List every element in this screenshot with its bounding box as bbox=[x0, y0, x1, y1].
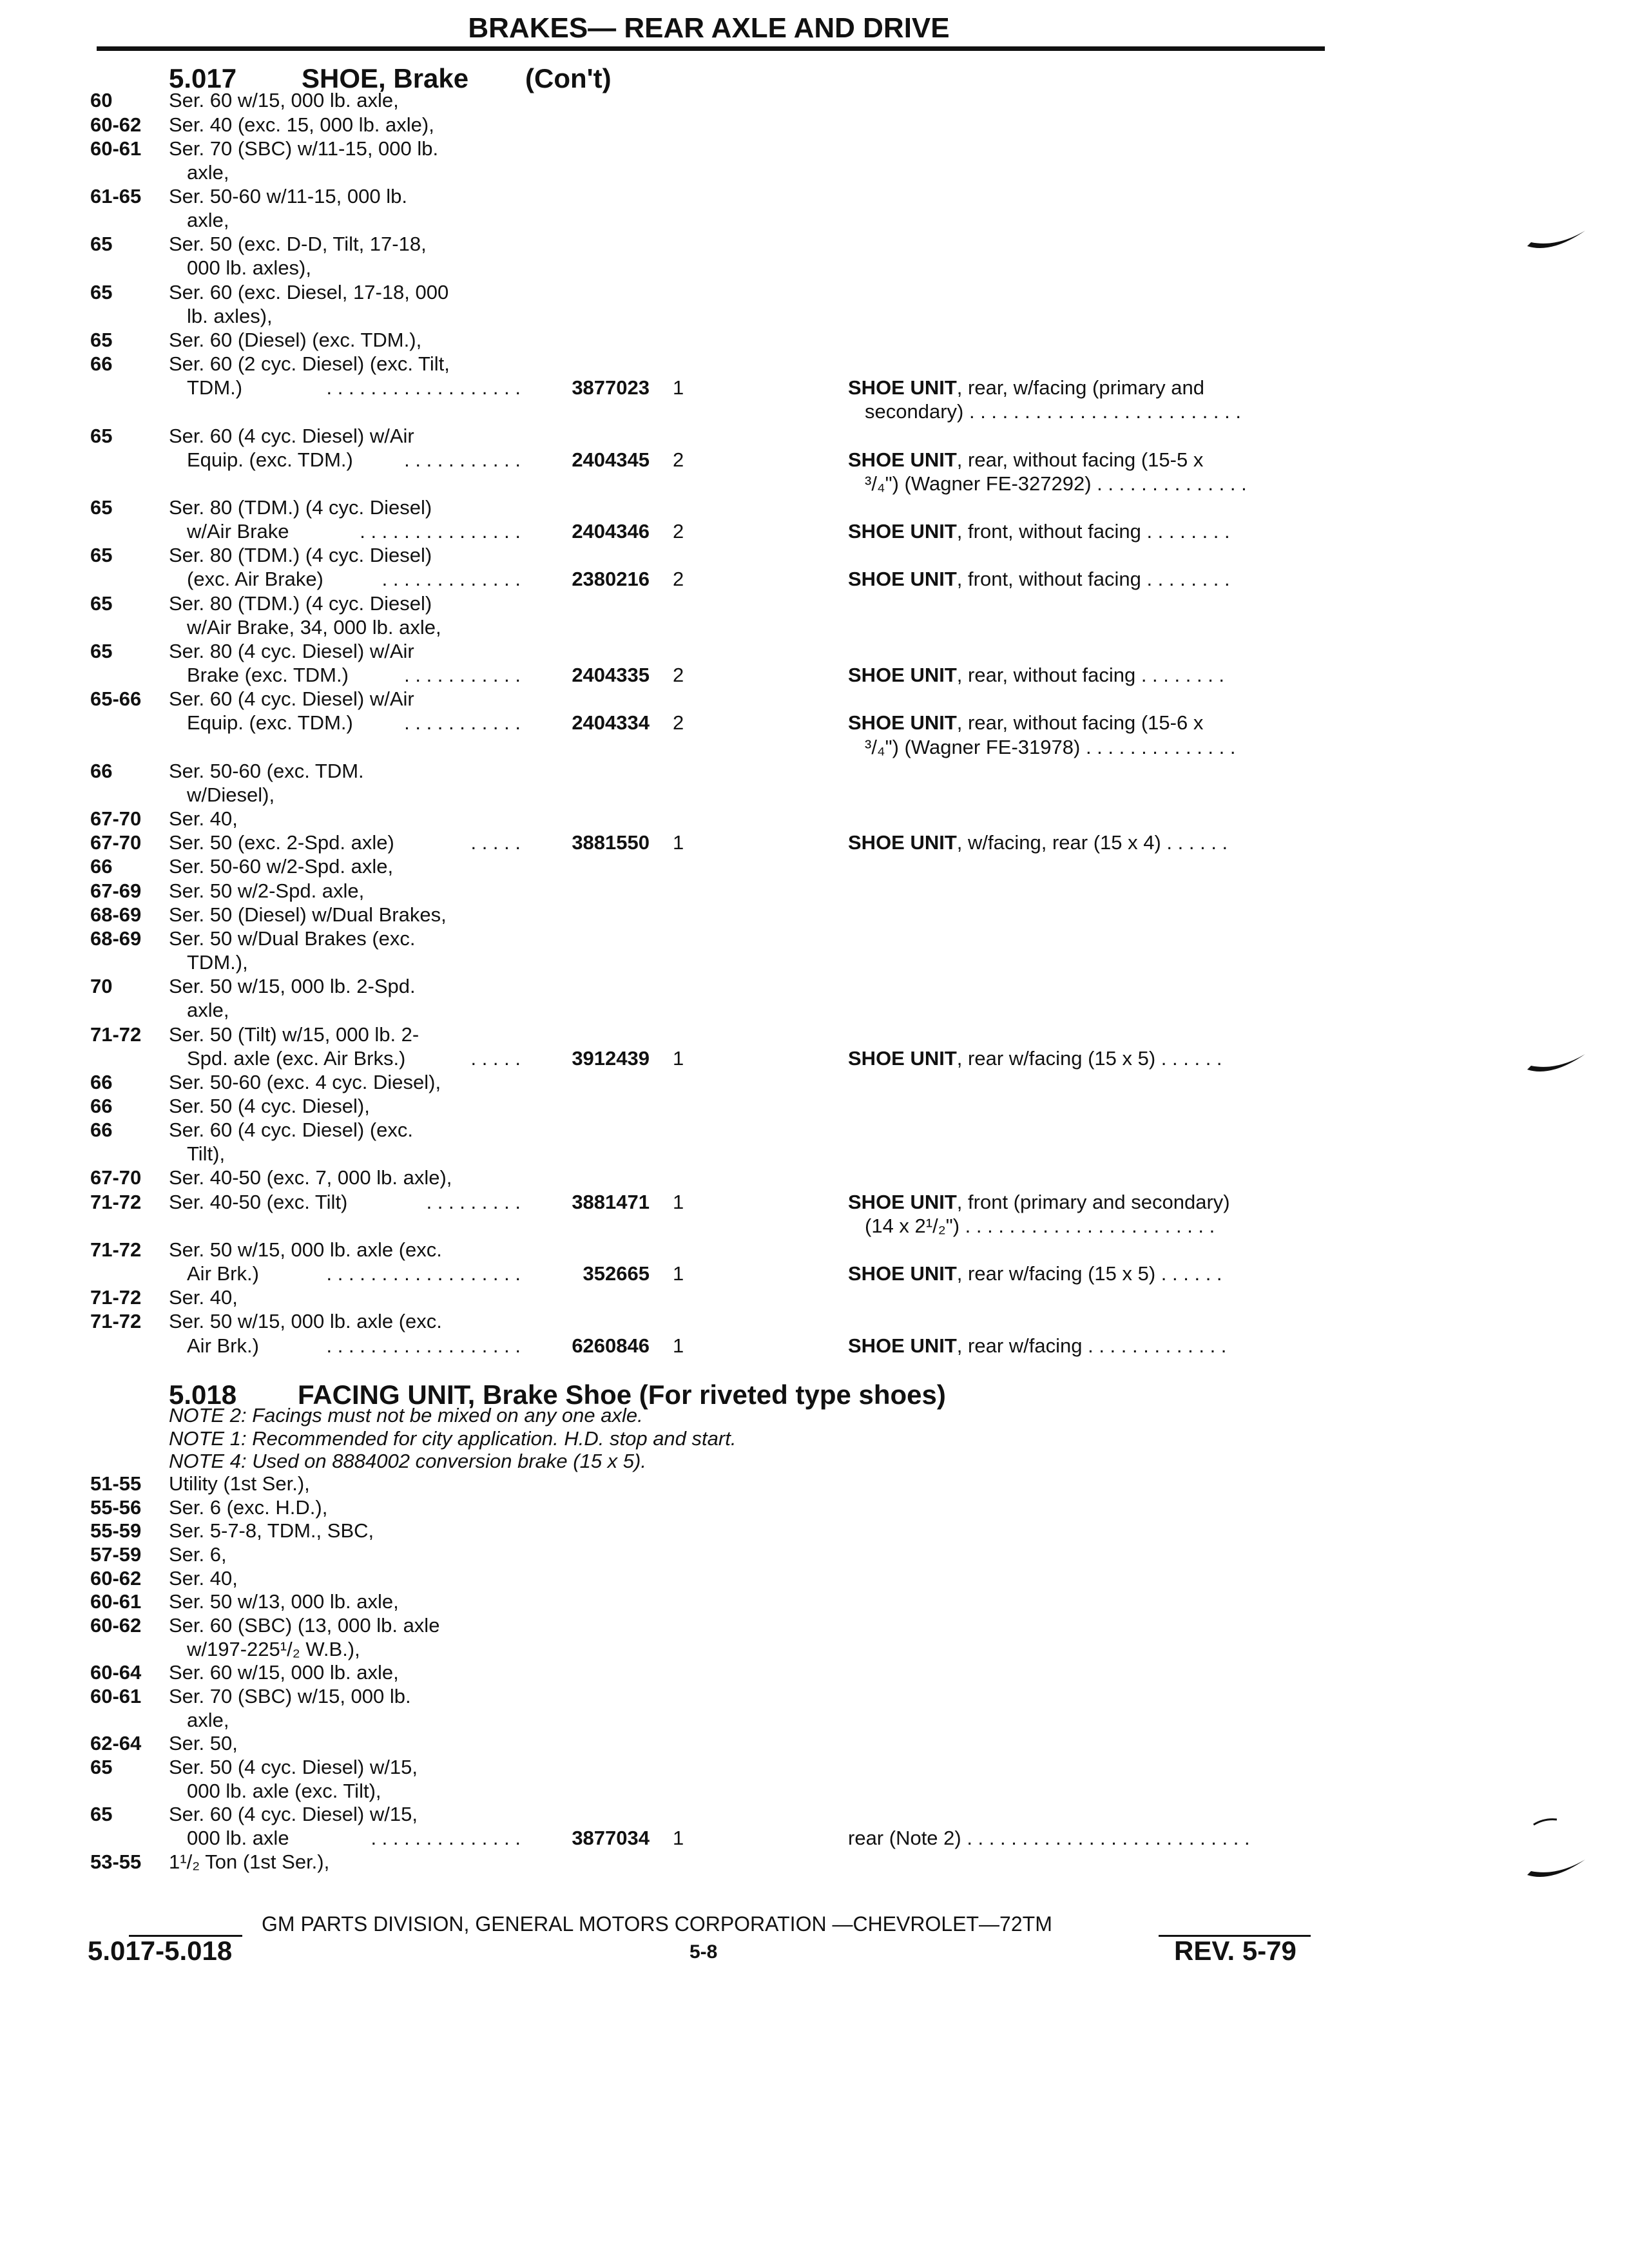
leader-dots: . . . . . . . . . . . . . . . . . . bbox=[326, 376, 521, 399]
application-text: w/Air Brake, 34, 000 lb. axle, bbox=[187, 616, 441, 639]
section-title: SHOE, Brake bbox=[302, 63, 469, 93]
application-text: Ser. 50 (4 cyc. Diesel) w/15, bbox=[169, 1756, 418, 1778]
year-range: 60-61 bbox=[90, 137, 142, 160]
note-text: NOTE 1: Recommended for city application. H.D. stop and start. bbox=[169, 1427, 737, 1450]
application-text: Ser. 50 w/15, 000 lb. axle (exc. bbox=[169, 1238, 442, 1261]
application-text: Ser. 70 (SBC) w/15, 000 lb. bbox=[169, 1685, 411, 1707]
scan-mark bbox=[1526, 1050, 1590, 1082]
leader-dots: . . . . . . . . . . . . . bbox=[381, 568, 521, 590]
year-range: 66 bbox=[90, 1119, 113, 1141]
quantity: 2 bbox=[673, 520, 684, 543]
application-text: Tilt), bbox=[187, 1142, 226, 1165]
application-text: Ser. 60 (4 cyc. Diesel) w/Air bbox=[169, 687, 414, 710]
part-description bbox=[848, 520, 1230, 543]
leader-dots: . . . . . . . . . . . bbox=[404, 448, 521, 471]
application-text: Ser. 50 w/13, 000 lb. axle, bbox=[169, 1590, 399, 1613]
part-description bbox=[848, 568, 1230, 591]
application-text: axle, bbox=[187, 209, 229, 231]
part-number: 2404335 bbox=[572, 664, 650, 686]
leader-dots: . . . . . . . . . . . bbox=[404, 664, 521, 686]
part-description bbox=[848, 1047, 1222, 1070]
year-range: 67-70 bbox=[90, 1166, 142, 1189]
part-type: SHOE UNIT bbox=[848, 831, 957, 854]
leader-dots: . . . . . . . . . . . . . . . bbox=[360, 520, 521, 543]
quantity: 1 bbox=[673, 376, 684, 399]
part-description-cont: (14 x 2¹/₂") . . . . . . . . . . . . . . . . . . . . . . . bbox=[865, 1215, 1215, 1237]
application-text: 000 lb. axles), bbox=[187, 256, 311, 279]
part-number: 2380216 bbox=[572, 568, 650, 590]
part-detail: , rear w/facing . . . . . . . . . . . . . bbox=[956, 1334, 1227, 1357]
application-text: Ser. 60 (exc. Diesel, 17-18, 000 bbox=[169, 281, 449, 303]
year-range: 60 bbox=[90, 89, 113, 111]
application-text: Ser. 50-60 w/2-Spd. axle, bbox=[169, 855, 394, 878]
application-text: lb. axles), bbox=[187, 305, 273, 327]
quantity: 1 bbox=[673, 1191, 684, 1213]
header-rule bbox=[97, 46, 1325, 51]
application-text: Ser. 40, bbox=[169, 1567, 238, 1590]
scan-mark bbox=[1526, 226, 1590, 258]
year-range: 71-72 bbox=[90, 1310, 142, 1332]
leader-dots: . . . . . . . . . . . . . . . . . . bbox=[326, 1262, 521, 1285]
part-description bbox=[848, 1334, 1226, 1358]
year-range: 66 bbox=[90, 1071, 113, 1093]
year-range: 57-59 bbox=[90, 1543, 142, 1566]
application-text: Air Brk.) bbox=[187, 1334, 259, 1357]
year-range: 62-64 bbox=[90, 1732, 142, 1754]
application-text: Ser. 60 (4 cyc. Diesel) w/Air bbox=[169, 425, 414, 447]
part-type: SHOE UNIT bbox=[848, 711, 957, 734]
application-text: Ser. 60 (Diesel) (exc. TDM.), bbox=[169, 329, 422, 351]
part-number: 2404345 bbox=[572, 448, 650, 471]
year-range: 67-70 bbox=[90, 831, 142, 854]
application-text: Ser. 80 (4 cyc. Diesel) w/Air bbox=[169, 640, 414, 662]
application-text: Ser. 60 (4 cyc. Diesel) (exc. bbox=[169, 1119, 414, 1141]
quantity: 2 bbox=[673, 448, 684, 471]
application-text: Ser. 40, bbox=[169, 807, 238, 830]
application-text: Ser. 60 (SBC) (13, 000 lb. axle bbox=[169, 1614, 440, 1637]
application-text: Ser. 40 (exc. 15, 000 lb. axle), bbox=[169, 113, 434, 136]
part-type: SHOE UNIT bbox=[848, 376, 957, 399]
application-text: Ser. 50 w/15, 000 lb. 2-Spd. bbox=[169, 975, 416, 997]
part-detail: , rear, without facing (15-6 x bbox=[956, 711, 1204, 734]
application-text: Utility (1st Ser.), bbox=[169, 1472, 310, 1495]
part-type: SHOE UNIT bbox=[848, 664, 957, 686]
year-range: 65 bbox=[90, 425, 113, 447]
application-text: 000 lb. axle (exc. Tilt), bbox=[187, 1780, 381, 1802]
part-number: 3912439 bbox=[572, 1047, 650, 1070]
quantity: 1 bbox=[673, 1262, 684, 1285]
year-range: 65 bbox=[90, 281, 113, 303]
year-range: 68-69 bbox=[90, 927, 142, 950]
part-number: 3877034 bbox=[572, 1827, 650, 1849]
part-number: 3881550 bbox=[572, 831, 650, 854]
application-text: w/Air Brake bbox=[187, 520, 289, 543]
section-cont-label: (Con't) bbox=[525, 63, 612, 93]
application-text: Air Brk.) bbox=[187, 1262, 259, 1285]
application-text: Ser. 5-7-8, TDM., SBC, bbox=[169, 1519, 374, 1542]
note-text: NOTE 2: Facings must not be mixed on any one axle. bbox=[169, 1404, 643, 1427]
part-description bbox=[848, 376, 1204, 399]
year-range: 53-55 bbox=[90, 1850, 142, 1873]
leader-dots: . . . . . . . . . . . . . . bbox=[371, 1827, 521, 1849]
year-range: 65 bbox=[90, 1803, 113, 1825]
year-range: 65 bbox=[90, 329, 113, 351]
part-type: SHOE UNIT bbox=[848, 520, 957, 543]
leader-dots: . . . . . . . . . bbox=[426, 1191, 521, 1213]
application-text: Brake (exc. TDM.) bbox=[187, 664, 349, 686]
application-text: TDM.) bbox=[187, 376, 243, 399]
application-text: w/Diesel), bbox=[187, 783, 275, 806]
application-text: w/197-225¹/₂ W.B.), bbox=[187, 1638, 360, 1660]
application-text: Ser. 40, bbox=[169, 1286, 238, 1309]
application-text: Ser. 40-50 (exc. 7, 000 lb. axle), bbox=[169, 1166, 452, 1189]
year-range: 66 bbox=[90, 352, 113, 375]
part-detail: , rear, without facing . . . . . . . . bbox=[956, 664, 1225, 686]
part-type: SHOE UNIT bbox=[848, 1191, 957, 1213]
section-title: FACING UNIT, Brake Shoe (For riveted type shoes) bbox=[298, 1379, 946, 1410]
year-range: 65 bbox=[90, 592, 113, 615]
leader-dots: . . . . . bbox=[470, 1047, 521, 1070]
year-range: 60-64 bbox=[90, 1661, 142, 1684]
year-range: 71-72 bbox=[90, 1023, 142, 1046]
leader-dots: . . . . . bbox=[470, 831, 521, 854]
section-number: 5.018 bbox=[169, 1379, 237, 1410]
application-text: Ser. 50 (Tilt) w/15, 000 lb. 2- bbox=[169, 1023, 419, 1046]
application-text: 1¹/₂ Ton (1st Ser.), bbox=[169, 1850, 330, 1873]
year-range: 65 bbox=[90, 233, 113, 255]
part-description-cont: ³/₄") (Wagner FE-327292) . . . . . . . . . . . . . . bbox=[865, 472, 1247, 495]
part-description bbox=[848, 448, 1203, 472]
part-description bbox=[848, 831, 1228, 854]
year-range: 71-72 bbox=[90, 1191, 142, 1213]
application-text: Ser. 50-60 (exc. 4 cyc. Diesel), bbox=[169, 1071, 441, 1093]
year-range: 71-72 bbox=[90, 1286, 142, 1309]
year-range: 70 bbox=[90, 975, 113, 997]
year-range: 67-70 bbox=[90, 807, 142, 830]
part-type: SHOE UNIT bbox=[848, 1047, 957, 1070]
part-description-cont: secondary) . . . . . . . . . . . . . . . . . . . . . . . . . bbox=[865, 400, 1241, 423]
year-range: 65-66 bbox=[90, 687, 142, 710]
part-detail: , rear, w/facing (primary and bbox=[956, 376, 1204, 399]
part-number: 3881471 bbox=[572, 1191, 650, 1213]
quantity: 1 bbox=[673, 1047, 684, 1070]
application-text: Ser. 50 w/2-Spd. axle, bbox=[169, 879, 365, 902]
year-range: 66 bbox=[90, 1095, 113, 1117]
year-range: 67-69 bbox=[90, 879, 142, 902]
footer-corporation: GM PARTS DIVISION, GENERAL MOTORS CORPORATION —CHEVROLET—72TM bbox=[262, 1912, 1052, 1936]
application-text: Ser. 50 (exc. 2-Spd. axle) bbox=[169, 831, 394, 854]
quantity: 2 bbox=[673, 664, 684, 686]
year-range: 65 bbox=[90, 496, 113, 519]
year-range: 60-61 bbox=[90, 1590, 142, 1613]
part-detail: , rear w/facing (15 x 5) . . . . . . bbox=[956, 1047, 1222, 1070]
part-description bbox=[848, 1262, 1222, 1285]
part-detail: , front (primary and secondary) bbox=[956, 1191, 1230, 1213]
year-range: 66 bbox=[90, 855, 113, 878]
year-range: 60-62 bbox=[90, 1567, 142, 1590]
scan-mark bbox=[1532, 1817, 1558, 1827]
part-description-cont: ³/₄") (Wagner FE-31978) . . . . . . . . . . . . . . bbox=[865, 736, 1236, 758]
application-text: Ser. 60 w/15, 000 lb. axle, bbox=[169, 89, 399, 111]
leader-dots: . . . . . . . . . . . . . . . . . . bbox=[326, 1334, 521, 1357]
application-text: Ser. 50 (exc. D-D, Tilt, 17-18, bbox=[169, 233, 427, 255]
part-type: SHOE UNIT bbox=[848, 1262, 957, 1285]
application-text: Ser. 50-60 w/11-15, 000 lb. bbox=[169, 185, 407, 207]
application-text: axle, bbox=[187, 1709, 229, 1731]
year-range: 60-62 bbox=[90, 113, 142, 136]
application-text: Ser. 50 (4 cyc. Diesel), bbox=[169, 1095, 370, 1117]
part-detail: , w/facing, rear (15 x 4) . . . . . . bbox=[956, 831, 1228, 854]
footer-page-number: 5-8 bbox=[689, 1941, 718, 1963]
application-text: Ser. 40-50 (exc. Tilt) bbox=[169, 1191, 348, 1213]
year-range: 51-55 bbox=[90, 1472, 142, 1495]
year-range: 60-62 bbox=[90, 1614, 142, 1637]
part-type: SHOE UNIT bbox=[848, 1334, 957, 1357]
application-text: axle, bbox=[187, 161, 229, 184]
application-text: Ser. 80 (TDM.) (4 cyc. Diesel) bbox=[169, 544, 432, 566]
application-text: Ser. 70 (SBC) w/11-15, 000 lb. bbox=[169, 137, 439, 160]
part-description bbox=[848, 711, 1203, 735]
quantity: 1 bbox=[673, 1827, 684, 1849]
year-range: 65 bbox=[90, 544, 113, 566]
quantity: 2 bbox=[673, 711, 684, 734]
page-header: BRAKES— REAR AXLE AND DRIVE bbox=[468, 12, 950, 44]
part-detail: , rear, without facing (15-5 x bbox=[956, 448, 1204, 471]
part-detail: , rear w/facing (15 x 5) . . . . . . bbox=[956, 1262, 1222, 1285]
part-description bbox=[848, 1191, 1230, 1214]
year-range: 55-59 bbox=[90, 1519, 142, 1542]
application-text: Ser. 60 (2 cyc. Diesel) (exc. Tilt, bbox=[169, 352, 450, 375]
year-range: 61-65 bbox=[90, 185, 142, 207]
application-text: TDM.), bbox=[187, 951, 248, 974]
part-number: 352665 bbox=[583, 1262, 650, 1285]
application-text: Ser. 50 w/Dual Brakes (exc. bbox=[169, 927, 416, 950]
leader-dots: . . . . . . . . . . . bbox=[404, 711, 521, 734]
footer-section-range: 5.017-5.018 bbox=[88, 1936, 233, 1966]
application-text: Ser. 50-60 (exc. TDM. bbox=[169, 760, 364, 782]
application-text: Spd. axle (exc. Air Brks.) bbox=[187, 1047, 406, 1070]
part-number: 6260846 bbox=[572, 1334, 650, 1357]
year-range: 71-72 bbox=[90, 1238, 142, 1261]
quantity: 1 bbox=[673, 1334, 684, 1357]
application-text: Ser. 80 (TDM.) (4 cyc. Diesel) bbox=[169, 496, 432, 519]
part-type: SHOE UNIT bbox=[848, 568, 957, 590]
year-range: 65 bbox=[90, 1756, 113, 1778]
application-text: Ser. 6, bbox=[169, 1543, 227, 1566]
application-text: Equip. (exc. TDM.) bbox=[187, 711, 353, 734]
application-text: axle, bbox=[187, 999, 229, 1021]
application-text: 000 lb. axle bbox=[187, 1827, 289, 1849]
part-number: 2404346 bbox=[572, 520, 650, 543]
application-text: Ser. 50 (Diesel) w/Dual Brakes, bbox=[169, 903, 447, 926]
year-range: 65 bbox=[90, 640, 113, 662]
note-text: NOTE 4: Used on 8884002 conversion brake (15 x 5). bbox=[169, 1450, 646, 1472]
footer-revision: REV. 5-79 bbox=[1174, 1936, 1296, 1966]
year-range: 55-56 bbox=[90, 1496, 142, 1519]
part-type: SHOE UNIT bbox=[848, 448, 957, 471]
quantity: 1 bbox=[673, 831, 684, 854]
part-description: rear (Note 2) . . . . . . . . . . . . . . . . . . . . . . . . . . bbox=[848, 1827, 1250, 1849]
year-range: 66 bbox=[90, 760, 113, 782]
application-text: Ser. 50 w/15, 000 lb. axle (exc. bbox=[169, 1310, 442, 1332]
application-text: Ser. 80 (TDM.) (4 cyc. Diesel) bbox=[169, 592, 432, 615]
quantity: 2 bbox=[673, 568, 684, 590]
year-range: 68-69 bbox=[90, 903, 142, 926]
application-text: (exc. Air Brake) bbox=[187, 568, 323, 590]
part-detail: , front, without facing . . . . . . . . bbox=[956, 568, 1230, 590]
year-range: 60-61 bbox=[90, 1685, 142, 1707]
application-text: Ser. 6 (exc. H.D.), bbox=[169, 1496, 328, 1519]
application-text: Equip. (exc. TDM.) bbox=[187, 448, 353, 471]
application-text: Ser. 60 (4 cyc. Diesel) w/15, bbox=[169, 1803, 418, 1825]
part-description bbox=[848, 664, 1224, 687]
part-number: 2404334 bbox=[572, 711, 650, 734]
part-number: 3877023 bbox=[572, 376, 650, 399]
scan-mark bbox=[1526, 1856, 1590, 1888]
application-text: Ser. 50, bbox=[169, 1732, 238, 1754]
part-detail: , front, without facing . . . . . . . . bbox=[956, 520, 1230, 543]
section-number: 5.017 bbox=[169, 63, 237, 93]
application-text: Ser. 60 w/15, 000 lb. axle, bbox=[169, 1661, 399, 1684]
